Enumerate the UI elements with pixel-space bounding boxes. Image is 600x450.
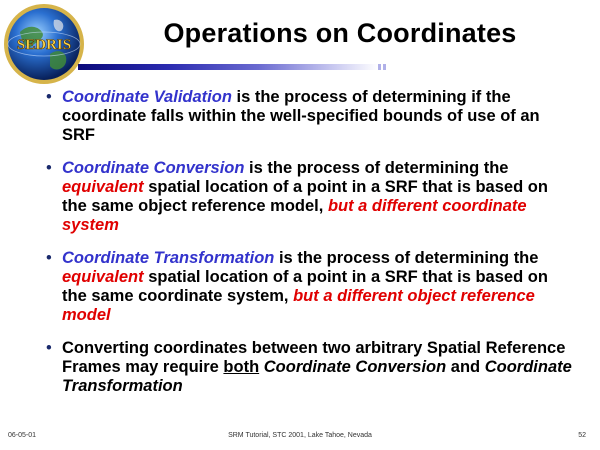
footer-title: SRM Tutorial, STC 2001, Lake Tahoe, Nevada <box>228 432 372 439</box>
title-underline-dots <box>378 64 386 70</box>
emphasis-equivalent: equivalent <box>62 178 144 196</box>
term-coordinate-transformation-ref: Coordinate Transformation <box>62 358 572 395</box>
logo-text: SEDRIS <box>16 37 72 53</box>
page-number: 52 <box>578 432 586 439</box>
footer-date: 06-05-01 <box>8 432 37 439</box>
bullet-text: and <box>446 358 485 376</box>
bullet-dot: • <box>46 249 52 267</box>
bullet-text: is the process of determining the <box>274 249 539 267</box>
bullet-dot: • <box>46 88 52 106</box>
bullet-text: spatial location of a point in a SRF that is based on the same object reference model, <box>62 178 548 215</box>
bullet-coordinate-transformation <box>42 249 572 325</box>
bullet-converting-coordinates <box>42 339 572 396</box>
bullet-text: spatial location of a point in a SRF that is based on the same coordinate system, <box>62 268 548 305</box>
emphasis-different-object-reference-model: but a different object reference model <box>62 287 535 324</box>
term-coordinate-conversion: Coordinate Conversion <box>62 159 245 177</box>
title-underline <box>78 64 378 70</box>
page-title: Operations on Coordinates <box>163 18 517 48</box>
bullet-text: is the process of determining if the coordinate falls within the well-specified bounds of use of an SRF <box>62 88 540 144</box>
bullet-coordinate-validation <box>42 88 572 145</box>
term-coordinate-validation: Coordinate Validation <box>62 88 232 106</box>
term-coordinate-transformation: Coordinate Transformation <box>62 249 275 267</box>
emphasis-both: both <box>223 358 260 376</box>
emphasis-different-coordinate-system: but a different coordinate system <box>62 197 527 234</box>
sedris-logo <box>2 2 86 86</box>
bullet-text: Converting coordinates between two arbitrary Spatial Reference Frames may require <box>62 339 566 376</box>
bullet-text: is the process of determining the <box>244 159 509 177</box>
bullet-list <box>42 88 572 410</box>
bullet-coordinate-conversion <box>42 159 572 235</box>
emphasis-equivalent: equivalent <box>62 268 144 286</box>
bullet-dot: • <box>46 339 52 357</box>
bullet-dot: • <box>46 159 52 177</box>
term-coordinate-conversion-ref: Coordinate Conversion <box>263 358 447 376</box>
